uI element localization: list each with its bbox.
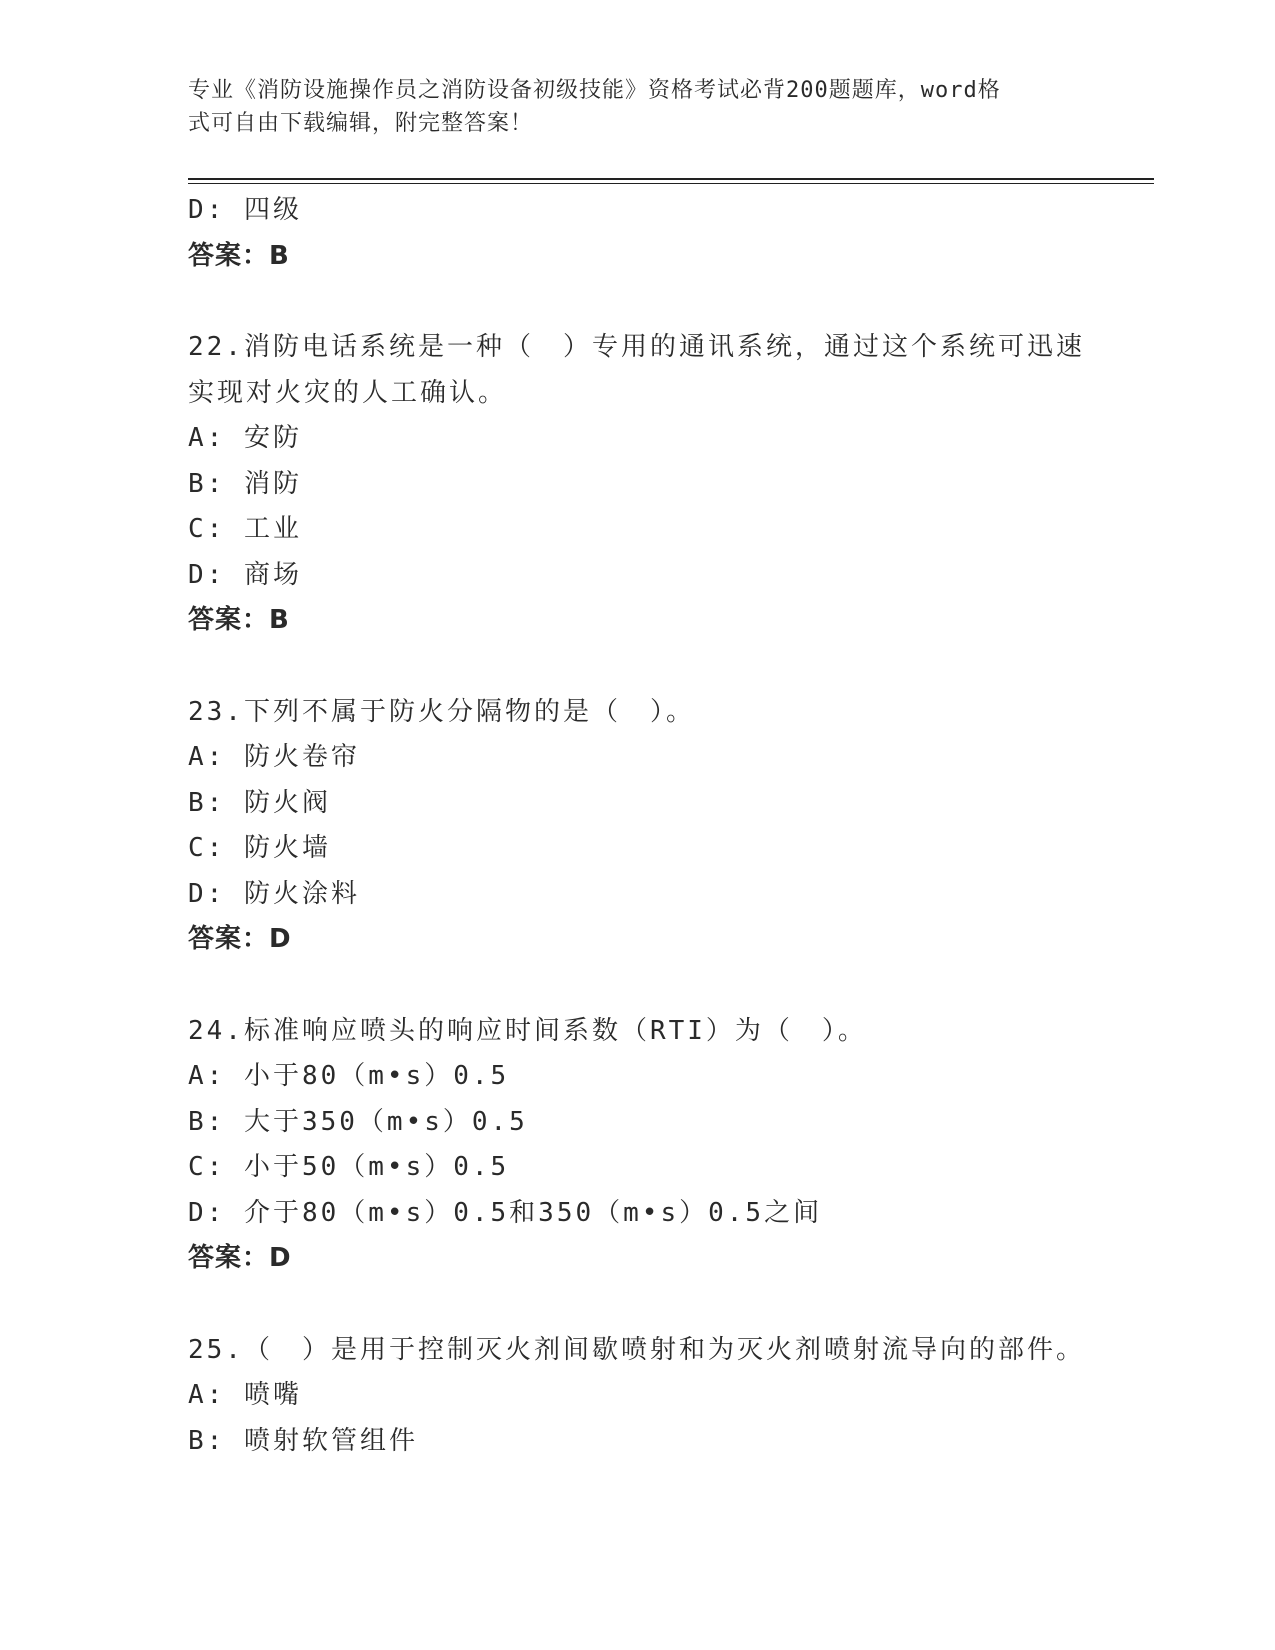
option-b: B: 防火阀: [188, 787, 331, 818]
question-stem: 实现对火灾的人工确认。: [188, 377, 508, 408]
header-line-2: 式可自由下载编辑，附完整答案！: [188, 111, 534, 136]
document-header: [188, 74, 1068, 140]
option-a: A: 安防: [188, 423, 302, 453]
spacer: [188, 279, 1088, 325]
option-c: C: 防火墙: [188, 833, 331, 863]
question-24: [188, 1009, 1088, 1282]
option-b: B: 消防: [188, 468, 302, 499]
option-b: B: 大于350（m•s）0.5: [188, 1106, 528, 1137]
option-d: D: 四级: [188, 195, 302, 225]
option-a: A: 防火卷帘: [188, 742, 360, 772]
option-a: A: 小于80（m•s）0.5: [188, 1061, 510, 1091]
spacer: [188, 1282, 1088, 1328]
option-d: D: 防火涂料: [188, 878, 360, 909]
spacer: [188, 644, 1088, 690]
option-c: C: 小于50（m•s）0.5: [188, 1152, 510, 1182]
header-divider-thin: [188, 183, 1154, 184]
header-line-1: 专业《消防设施操作员之消防设备初级技能》资格考试必背200题题库，word格: [188, 78, 1001, 103]
spacer: [188, 963, 1088, 1009]
option-d: D: 介于80（m•s）0.5和350（m•s）0.5之间: [188, 1197, 823, 1228]
question-23: [188, 690, 1088, 963]
question-stem: 24.标准响应喷头的响应时间系数（RTI）为（ ）。: [188, 1015, 867, 1046]
question-25: [188, 1328, 1088, 1465]
question-stem: 23.下列不属于防火分隔物的是（ ）。: [188, 696, 695, 727]
question-content: [188, 188, 1088, 1464]
option-a: A: 喷嘴: [188, 1380, 302, 1410]
question-stem: 25.（ ）是用于控制灭火剂间歇喷射和为灭火剂喷射流导向的部件。: [188, 1334, 1085, 1365]
question-stem: 22.消防电话系统是一种（ ）专用的通讯系统，通过这个系统可迅速: [188, 332, 1085, 362]
answer-line: 答案：D: [188, 924, 292, 954]
option-c: C: 工业: [188, 514, 302, 544]
answer-line: 答案：B: [188, 240, 290, 271]
header-divider-thick: [188, 178, 1154, 180]
option-b: B: 喷射软管组件: [188, 1425, 418, 1456]
option-d: D: 商场: [188, 559, 302, 590]
answer-line: 答案：B: [188, 605, 290, 635]
answer-line: 答案：D: [188, 1243, 292, 1273]
question-22: [188, 325, 1088, 644]
